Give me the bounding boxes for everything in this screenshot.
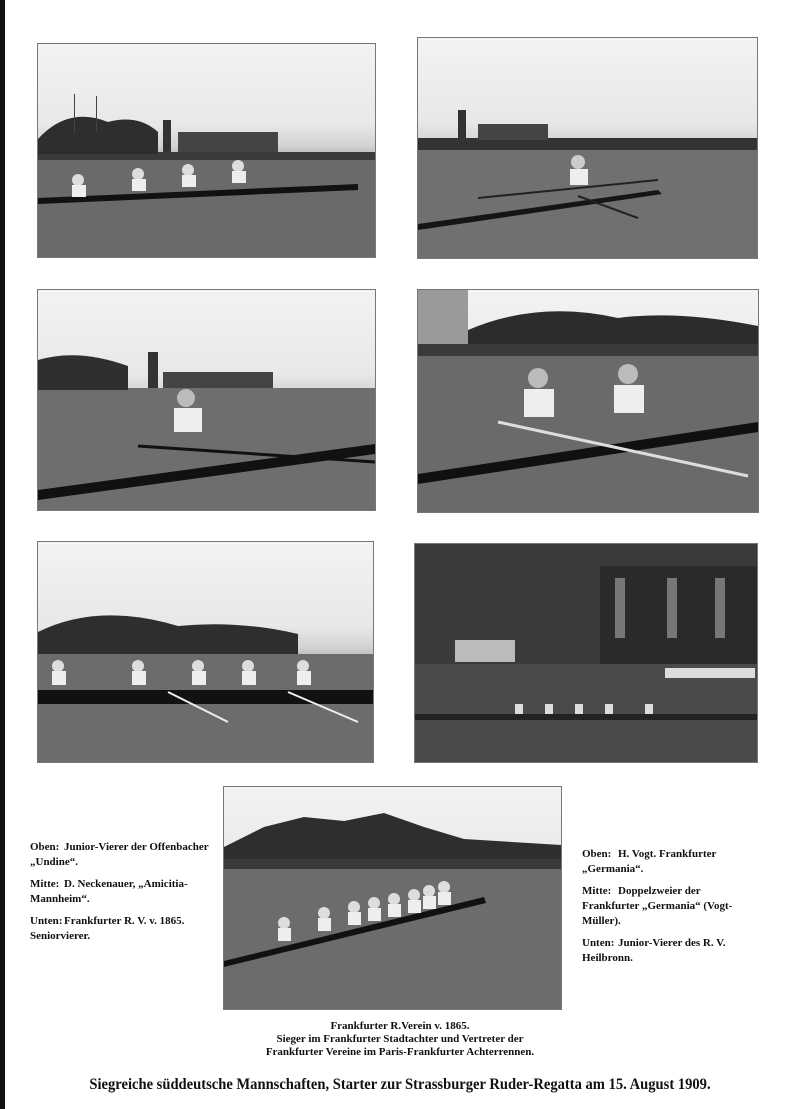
photo-junior-vierer-offenbach: [37, 43, 376, 258]
caption-left-oben: Oben: Junior-Vierer der Offenbacher „Undine“.: [30, 841, 209, 868]
page-edge-rule: [0, 0, 5, 1109]
center-caption: [200, 1020, 600, 1059]
center-caption-line-2: Sieger im Frankfurter Stadtachter und Vertreter der: [276, 1033, 524, 1045]
photo-frankfurter-seniorvierer: [37, 541, 374, 763]
caption-right-oben: Oben: H. Vogt. Frankfurter „Germania“.: [582, 848, 717, 875]
caption-left-unten: Unten: Frankfurter R. V. v. 1865. Seniorvierer.: [30, 915, 185, 942]
photo-doppelzweier-germania: [417, 289, 759, 513]
center-caption-line-1: Frankfurter R.Verein v. 1865.: [330, 1020, 470, 1032]
photo-neckenauer-amicitia: [37, 289, 376, 511]
caption-right-unten: Unten: Junior-Vierer des R. V. Heilbronn.: [582, 937, 726, 964]
photo-vogt-single-sculler: [417, 37, 758, 259]
caption-right-mitte: Mitte: Doppelzweier der Frankfurter „Germania“ (Vogt-Müller).: [582, 885, 733, 927]
caption-left: [30, 840, 210, 951]
page-title: Siegreiche süddeutsche Mannschaften, Starter zur Strassburger Ruder-Regatta am 15. August 1909.: [89, 1076, 711, 1093]
caption-left-mitte: Mitte: D. Neckenauer, „Amicitia-Mannheim“.: [30, 878, 188, 905]
center-caption-line-3: Frankfurter Vereine im Paris-Frankfurter Achterrennen.: [265, 1046, 535, 1058]
caption-right: [582, 847, 758, 973]
photo-frankfurter-achter: [223, 786, 562, 1010]
photo-junior-vierer-heilbronn: [414, 543, 758, 763]
